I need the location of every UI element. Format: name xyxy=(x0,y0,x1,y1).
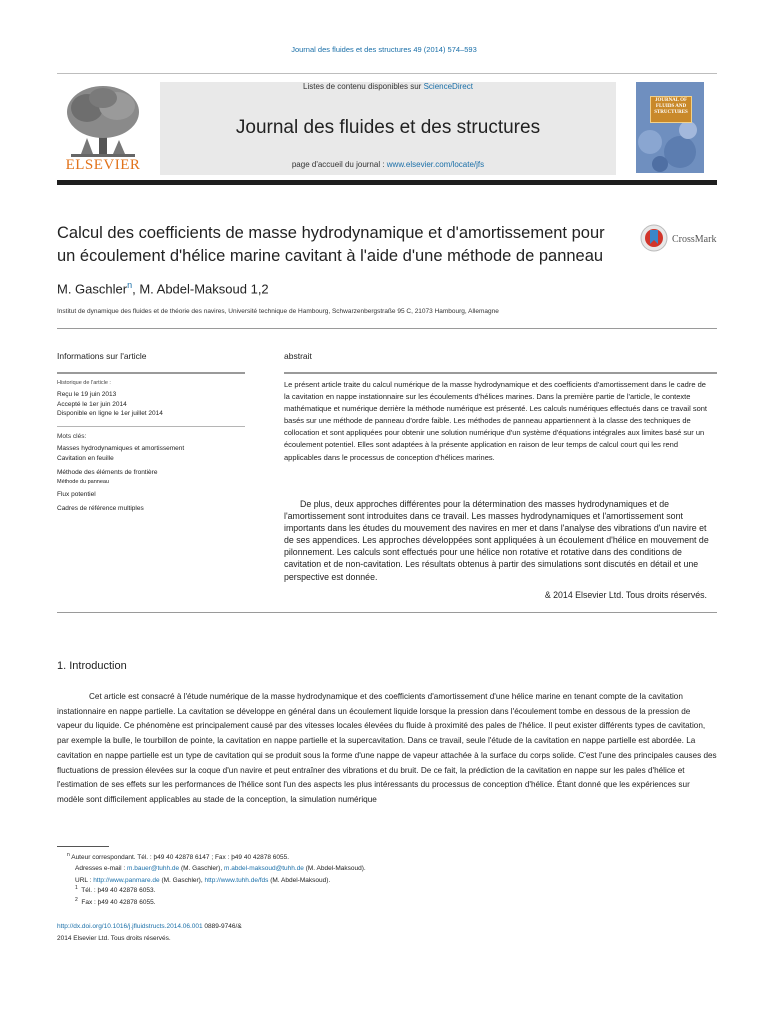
email-prefix: Adresses e-mail : xyxy=(75,865,128,872)
homepage-prefix: page d'accueil du journal : xyxy=(291,160,387,169)
footnote-emails xyxy=(75,864,366,873)
url-owner-abdel-maksoud: (M. Abdel-Maksoud). xyxy=(268,877,331,884)
homepage-line xyxy=(160,160,616,169)
keyword-item: Cavitation en feuille xyxy=(57,455,114,462)
issn: 0889-9746/& xyxy=(202,923,242,930)
footnote-mark: n xyxy=(67,852,70,858)
crossmark-icon xyxy=(640,224,670,252)
header-thick-rule xyxy=(57,180,717,185)
contents-prefix: Listes de contenu disponibles sur xyxy=(303,82,424,91)
homepage-link[interactable]: www.elsevier.com/locate/jfs xyxy=(386,160,485,169)
author-abdel-maksoud[interactable]: , M. Abdel-Maksoud 1,2 xyxy=(132,281,269,297)
abstract-rule xyxy=(284,372,717,374)
doi-rights: 2014 Elsevier Ltd. Tous droits réservés. xyxy=(57,935,171,942)
section-heading: 1. Introduction xyxy=(57,660,127,672)
journal-cover-thumbnail[interactable] xyxy=(636,82,704,173)
history-label: Historique de l'article : xyxy=(57,380,111,386)
footnote-1 xyxy=(75,884,155,895)
footnote-1-mark: 1 xyxy=(75,885,78,891)
history-received: Reçu le 19 juin 2013 xyxy=(57,391,117,398)
url-link-panmare[interactable]: http://www.panmare.de xyxy=(93,877,160,884)
abstract-heading: abstrait xyxy=(284,351,312,361)
crossmark-label[interactable]: CrossMark xyxy=(672,234,717,245)
keyword-item: Masses hydrodynamiques et amortissement xyxy=(57,445,185,452)
footnote-2-mark: 2 xyxy=(75,897,78,903)
email-owner-gaschler: (M. Gaschler), xyxy=(179,865,224,872)
history-accepted: Accepté le 1er juin 2014 xyxy=(57,400,127,408)
article-info-heading: Informations sur l'article xyxy=(57,351,147,361)
keyword-item: Cadres de référence multiples xyxy=(57,505,144,512)
footnote-2-text: Fax : þ49 40 42878 6055. xyxy=(81,899,156,907)
abstract-copyright: & 2014 Elsevier Ltd. Tous droits réservés. xyxy=(544,590,707,600)
history-list xyxy=(57,390,163,419)
sciencedirect-link[interactable]: ScienceDirect xyxy=(423,82,473,91)
keyword-item: Méthode des éléments de frontière xyxy=(57,469,158,476)
url-link-tuhh[interactable]: http://www.tuhh.de/fds xyxy=(204,877,269,884)
footnote-1-text: Tél. : þ49 40 42878 6053. xyxy=(81,887,156,895)
footnote-2 xyxy=(75,896,156,907)
abstract-paragraph-2 xyxy=(284,498,717,583)
keyword-item: Flux potentiel xyxy=(57,491,96,498)
footnote-corresponding xyxy=(67,851,289,862)
elsevier-logo[interactable] xyxy=(57,82,149,178)
footnote-rule xyxy=(57,846,109,847)
history-online: Disponible en ligne le 1er juillet 2014 xyxy=(57,410,163,417)
header-rule xyxy=(57,73,717,74)
keyword-item: Méthode du panneau xyxy=(57,479,109,485)
email-link-abdel-maksoud[interactable]: m.abdel-maksoud@tuhh.de xyxy=(223,865,304,872)
intro-paragraph-text: Cet article est consacré à l'étude numérique de la masse hydrodynamique et des coefficients d'amortissement d'une hélice marine en tenant compte de la cavitation instationnaire en nappe partielle. La cavitation se développe en général dans un écoulement liquide lorsque la pression dans l'écoulement tombe en dessous de la pression de vapeur du liquide. Ce phénomène est principalement causé par des vitesses locales élevées du fluide à proximité des pales de l'hélice. Il peut exister différents types de cavitation, par exemple la bulle, le tourbillon de pointe, la cavitation en nappe partielle et la supercavitation. Dans ce travail, seule l'étude de la cavitation en nappe partielle est abordée. La cavitation en nappe partielle est un type de cavitation qui se produit sous la forme d'une nappe de vapeur attachée à la surface du corps solide. C'est l'une des principales causes des fluctuations de pression élevées sur la coque d'un navire et peut entraîner des vibrations et du bruit. De ce fait, la prédiction de la cavitation en nappe sur les pales d'hélice et l'estimation de ses effets sur les performances de l'hélice sont l'un des aspects les plus intéressants du processus de conception d'hélice. Étant donné que les expériences sur modèle sont difficilement applicables au stade de la conception, la simulation numérique xyxy=(57,692,717,804)
contents-line xyxy=(160,82,616,91)
abstract-end-rule xyxy=(57,612,717,613)
url-prefix: URL : xyxy=(75,877,94,884)
history-rule xyxy=(57,426,245,427)
journal-citation[interactable]: Journal des fluides et des structures 49 (2014) 574–593 xyxy=(291,45,477,54)
email-link-gaschler[interactable]: m.bauer@tuhh.de xyxy=(127,865,180,872)
affiliation: Institut de dynamique des fluides et de théorie des navires, Université technique de Hambourg, Schwarzenbergstraße 95 C, 21073 Hambourg, Allemagne xyxy=(57,308,499,315)
journal-title: Journal des fluides et des structures xyxy=(235,117,541,138)
url-owner-gaschler: (M. Gaschler), xyxy=(159,877,205,884)
author-gaschler[interactable]: M. Gaschler xyxy=(57,281,128,297)
footnote-corresponding-text: Auteur correspondant. Tél. : þ49 40 42878 6147 ; Fax : þ49 40 42878 6055. xyxy=(71,854,290,862)
author-list xyxy=(57,280,269,296)
article-title: Calcul des coefficients de masse hydrodynamique et d'amortissement pour un écoulement d'hélice marine cavitant à l'aide d'une méthode de panneau xyxy=(57,224,605,265)
abstract-paragraph-1: Le présent article traite du calcul numérique de la masse hydrodynamique et des coefficients d'amortissement dans le cadre de la cavitation en nappe instationnaire sur les écoulements d'hélices marines. Dans la première partie de l'article, le contexte mathématique et numérique derrière la méthode numérique est présenté. Les calculs numériques effectués dans ce travail sont basés sur une méthode de panneau d'ordre faible. Les méthodes de panneau appartiennent à la classe des techniques de collocation et sont appliquées pour obtenir une solution numérique d'un système d'équations intégrales aux limites basé sur un écoulement potentiel. Elles sont adaptées à la présente application en raison de leur temps de calcul court qui les rend applicables dans le processus de conception d'hélices marines. xyxy=(284,380,708,462)
doi-line xyxy=(57,921,242,933)
article-info-rule xyxy=(57,372,245,374)
elsevier-wordmark: ELSEVIER xyxy=(65,157,141,173)
doi-link[interactable]: http://dx.doi.org/10.1016/j.jfluidstructs.2014.06.001 xyxy=(57,923,203,930)
corresponding-author-mark[interactable]: n xyxy=(127,280,133,290)
doi-block xyxy=(57,921,242,945)
email-owner-abdel-maksoud: (M. Abdel-Maksoud). xyxy=(303,865,366,872)
intro-paragraph xyxy=(57,690,717,808)
keywords-label: Mots clés: xyxy=(57,433,87,440)
cover-label: JOURNAL OF FLUIDS AND STRUCTURES xyxy=(650,96,692,123)
title-rule xyxy=(57,328,717,329)
abstract-paragraph-2-text: De plus, deux approches différentes pour la détermination des masses hydrodynamiques et de l'amortissement sont introduites dans ce travail. Les masses hydrodynamiques et l'amortissement sont importants dans les études du mouvement des navires en mer et dans l'analyse des vibrations d'un navire et de ses appendices. Les approches développées sont appliquées à un écoulement d'hélice en mouvement de pilonnement. Les calculs sont effectués pour une hélice non rotative et rotative dans des conditions de cavitation et de non-cavitation. Les résultats obtenus à partir des simulations sont discutés en détail et une perspective est donnée. xyxy=(284,499,709,582)
